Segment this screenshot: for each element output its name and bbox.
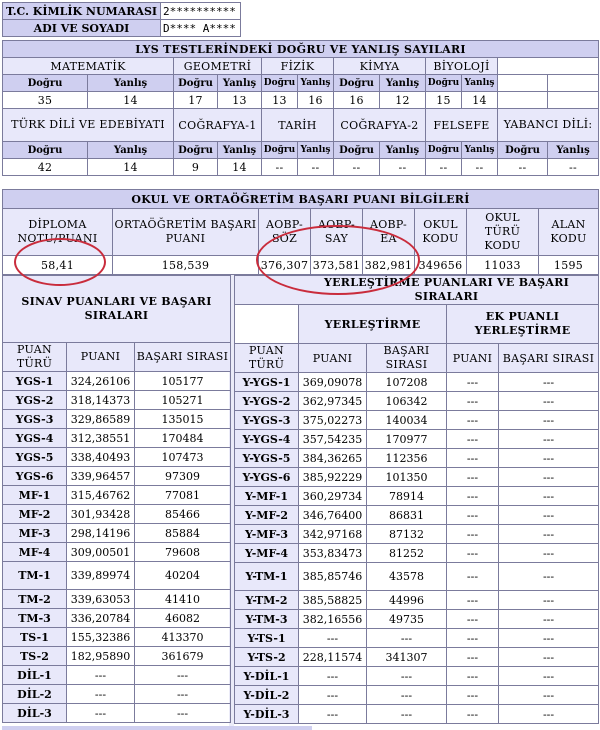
value-cell: ---: [67, 666, 135, 685]
diploma-header: DİPLOMA NOTU/PUANI: [3, 209, 113, 256]
dogru-label: Doğru: [334, 142, 380, 159]
score-cell: 15: [426, 92, 462, 109]
value-cell: 101350: [367, 468, 447, 487]
score-cell: 14: [88, 159, 174, 176]
puan-turu-cell: MF-3: [3, 524, 67, 543]
sinav-table: [2, 275, 231, 723]
value-cell: ---: [499, 487, 599, 506]
value-cell: 44996: [367, 591, 447, 610]
value-cell: ---: [447, 563, 499, 591]
value-cell: ---: [499, 544, 599, 563]
alan-kodu-value: 1595: [539, 256, 599, 275]
value-cell: 382,16556: [299, 610, 367, 629]
value-cell: ---: [299, 667, 367, 686]
col-ek-puani: PUANI: [447, 344, 499, 373]
puan-turu-cell: Y-YGS-6: [235, 468, 299, 487]
value-cell: ---: [447, 430, 499, 449]
value-cell: 329,86589: [67, 410, 135, 429]
empty-cell: [498, 75, 548, 92]
puan-turu-cell: Y-TM-3: [235, 610, 299, 629]
value-cell: ---: [299, 629, 367, 648]
score-cell: 13: [262, 92, 298, 109]
value-cell: ---: [447, 610, 499, 629]
puan-turu-cell: Y-DİL-3: [235, 705, 299, 724]
table-row: [3, 543, 231, 562]
value-cell: ---: [447, 686, 499, 705]
dogru-label: Doğru: [262, 142, 298, 159]
value-cell: 107473: [135, 448, 231, 467]
yanlis-label: Yanlış: [462, 75, 498, 92]
subject-header: GEOMETRİ: [174, 58, 262, 75]
subject-header: MATEMATİK: [3, 58, 174, 75]
score-cell: --: [262, 159, 298, 176]
value-cell: ---: [499, 591, 599, 610]
value-cell: ---: [499, 411, 599, 430]
score-cell: 14: [88, 92, 174, 109]
value-cell: 361679: [135, 647, 231, 666]
puan-turu-cell: YGS-1: [3, 372, 67, 391]
puan-turu-cell: TM-2: [3, 590, 67, 609]
sinav-title: SINAV PUANLARI VE BAŞARI SIRALARI: [3, 276, 231, 343]
okul-turu-header: OKUL TÜRÜ KODU: [467, 209, 539, 256]
value-cell: 413370: [135, 628, 231, 647]
puan-turu-cell: Y-MF-3: [235, 525, 299, 544]
name-value: D**** A****: [161, 20, 241, 37]
table-row: [3, 562, 231, 590]
value-cell: ---: [499, 629, 599, 648]
value-cell: 312,38551: [67, 429, 135, 448]
yanlis-label: Yanlış: [218, 75, 262, 92]
value-cell: 339,89974: [67, 562, 135, 590]
score-cell: --: [548, 159, 599, 176]
score-cell: 35: [3, 92, 88, 109]
obp-header: ORTAÖĞRETİM BAŞARI PUANI: [113, 209, 259, 256]
value-cell: 79608: [135, 543, 231, 562]
table-row: [235, 373, 599, 392]
dogru-label: Doğru: [3, 75, 88, 92]
aobp-soz-header: AOBP-SÖZ: [259, 209, 311, 256]
subject-header: TARİH: [262, 109, 334, 142]
puan-turu-cell: Y-YGS-5: [235, 449, 299, 468]
value-cell: ---: [499, 373, 599, 392]
puan-turu-cell: TS-1: [3, 628, 67, 647]
puan-turu-cell: Y-YGS-1: [235, 373, 299, 392]
value-cell: 357,54235: [299, 430, 367, 449]
value-cell: ---: [135, 685, 231, 704]
puan-turu-cell: MF-1: [3, 486, 67, 505]
yanlis-label: Yanlış: [298, 142, 334, 159]
value-cell: 182,95890: [67, 647, 135, 666]
value-cell: 41410: [135, 590, 231, 609]
value-cell: ---: [447, 506, 499, 525]
value-cell: 86831: [367, 506, 447, 525]
value-cell: 85884: [135, 524, 231, 543]
puan-turu-cell: Y-MF-4: [235, 544, 299, 563]
table-row: [3, 685, 231, 704]
aobp-ea-header: AOBP-EA: [363, 209, 415, 256]
dogru-label: Doğru: [262, 75, 298, 92]
aobp-highlight-oval: [256, 225, 420, 295]
value-cell: ---: [367, 667, 447, 686]
score-cell: --: [334, 159, 380, 176]
ek-puanli-subheader: EK PUANLI YERLEŞTİRME: [447, 305, 599, 344]
value-cell: ---: [135, 666, 231, 685]
score-cell: 9: [174, 159, 218, 176]
value-cell: ---: [447, 591, 499, 610]
yanlis-label: Yanlış: [298, 75, 334, 92]
value-cell: ---: [447, 705, 499, 724]
value-cell: ---: [499, 563, 599, 591]
value-cell: 339,96457: [67, 467, 135, 486]
value-cell: ---: [499, 506, 599, 525]
subject-header: FELSEFE: [426, 109, 498, 142]
score-cell: 14: [218, 159, 262, 176]
table-row: [235, 392, 599, 411]
puan-turu-cell: TM-3: [3, 609, 67, 628]
value-cell: ---: [299, 705, 367, 724]
value-cell: 43578: [367, 563, 447, 591]
table-row: [235, 430, 599, 449]
value-cell: 78914: [367, 487, 447, 506]
okul-kodu-header: OKUL KODU: [415, 209, 467, 256]
score-cell: --: [380, 159, 426, 176]
subject-header: TÜRK DİLİ VE EDEBİYATI: [3, 109, 174, 142]
puan-turu-cell: YGS-3: [3, 410, 67, 429]
value-cell: 81252: [367, 544, 447, 563]
puan-turu-cell: TS-2: [3, 647, 67, 666]
empty-cell: [548, 75, 599, 92]
value-cell: 49735: [367, 610, 447, 629]
value-cell: 375,02273: [299, 411, 367, 430]
okul-title: OKUL VE ORTAÖĞRETİM BAŞARI PUANI BİLGİLERİ: [3, 190, 599, 209]
tc-value: 2**********: [161, 3, 241, 20]
aobp-ea-value: 382,981: [363, 256, 415, 275]
obp-value: 158,539: [113, 256, 259, 275]
value-cell: ---: [447, 411, 499, 430]
puan-turu-cell: Y-MF-1: [235, 487, 299, 506]
value-cell: 77081: [135, 486, 231, 505]
value-cell: ---: [499, 648, 599, 667]
dogru-label: Doğru: [3, 142, 88, 159]
dogru-label: Doğru: [174, 142, 218, 159]
lys-title: LYS TESTLERİNDEKİ DOĞRU VE YANLIŞ SAYILARI: [3, 41, 599, 58]
table-row: [235, 563, 599, 591]
value-cell: 105271: [135, 391, 231, 410]
puan-turu-cell: DİL-1: [3, 666, 67, 685]
score-cell: 13: [218, 92, 262, 109]
puan-turu-cell: Y-TM-1: [235, 563, 299, 591]
value-cell: 40204: [135, 562, 231, 590]
col-puani: PUANI: [67, 343, 135, 372]
table-row: [235, 629, 599, 648]
value-cell: ---: [447, 629, 499, 648]
empty-cell: [498, 92, 548, 109]
value-cell: 140034: [367, 411, 447, 430]
value-cell: ---: [447, 544, 499, 563]
value-cell: 228,11574: [299, 648, 367, 667]
table-row: [235, 506, 599, 525]
score-cell: 16: [298, 92, 334, 109]
value-cell: ---: [447, 468, 499, 487]
puan-turu-cell: Y-DİL-2: [235, 686, 299, 705]
table-row: [235, 705, 599, 724]
value-cell: 318,14373: [67, 391, 135, 410]
value-cell: 346,76400: [299, 506, 367, 525]
value-cell: ---: [447, 449, 499, 468]
okul-turu-value: 11033: [467, 256, 539, 275]
puan-turu-cell: DİL-3: [3, 704, 67, 723]
table-row: [235, 667, 599, 686]
value-cell: 385,58825: [299, 591, 367, 610]
value-cell: 339,63053: [67, 590, 135, 609]
col-basari-sirasi: BAŞARI SIRASI: [367, 344, 447, 373]
subject-header: KİMYA: [334, 58, 426, 75]
table-row: [3, 391, 231, 410]
puan-turu-cell: Y-YGS-2: [235, 392, 299, 411]
empty-cell: [548, 92, 599, 109]
yanlis-label: Yanlış: [88, 75, 174, 92]
value-cell: ---: [447, 525, 499, 544]
value-cell: 342,97168: [299, 525, 367, 544]
value-cell: 135015: [135, 410, 231, 429]
subject-header: COĞRAFYA-2: [334, 109, 426, 142]
dogru-label: Doğru: [426, 75, 462, 92]
puan-turu-cell: YGS-4: [3, 429, 67, 448]
table-row: [235, 686, 599, 705]
empty-cell: [235, 305, 299, 344]
value-cell: 360,29734: [299, 487, 367, 506]
value-cell: 107208: [367, 373, 447, 392]
score-cell: --: [498, 159, 548, 176]
alan-kodu-header: ALAN KODU: [539, 209, 599, 256]
value-cell: 353,83473: [299, 544, 367, 563]
aobp-soz-value: 376,307: [259, 256, 311, 275]
value-cell: 362,97345: [299, 392, 367, 411]
table-row: [3, 505, 231, 524]
value-cell: ---: [135, 704, 231, 723]
table-row: [235, 591, 599, 610]
col-puan-turu: PUAN TÜRÜ: [3, 343, 67, 372]
puan-turu-cell: MF-2: [3, 505, 67, 524]
value-cell: ---: [447, 487, 499, 506]
table-row: [3, 448, 231, 467]
table-row: [3, 429, 231, 448]
lys-table: [2, 40, 599, 176]
dogru-label: Doğru: [174, 75, 218, 92]
value-cell: ---: [499, 686, 599, 705]
diploma-highlight-oval: [14, 238, 106, 286]
value-cell: ---: [367, 629, 447, 648]
value-cell: ---: [499, 705, 599, 724]
yanlis-label: Yanlış: [380, 75, 426, 92]
table-row: [235, 487, 599, 506]
bottom-bar: [2, 726, 312, 730]
puan-turu-cell: MF-4: [3, 543, 67, 562]
value-cell: ---: [367, 686, 447, 705]
col-basari-sirasi: BAŞARI SIRASI: [135, 343, 231, 372]
score-cell: 12: [380, 92, 426, 109]
value-cell: ---: [67, 704, 135, 723]
value-cell: 341307: [367, 648, 447, 667]
value-cell: ---: [299, 686, 367, 705]
value-cell: 112356: [367, 449, 447, 468]
dogru-label: Doğru: [426, 142, 462, 159]
value-cell: 301,93428: [67, 505, 135, 524]
table-row: [235, 544, 599, 563]
value-cell: ---: [499, 449, 599, 468]
value-cell: 336,20784: [67, 609, 135, 628]
value-cell: 385,92229: [299, 468, 367, 487]
table-row: [235, 648, 599, 667]
subject-header: BİYOLOJİ: [426, 58, 498, 75]
yerlestirme-title: YERLEŞTİRME PUANLARI VE BAŞARI SIRALARI: [235, 276, 599, 305]
table-row: [3, 628, 231, 647]
score-cell: --: [298, 159, 334, 176]
table-row: [235, 449, 599, 468]
table-row: [235, 468, 599, 487]
table-row: [3, 590, 231, 609]
value-cell: 85466: [135, 505, 231, 524]
value-cell: 97309: [135, 467, 231, 486]
value-cell: 369,09078: [299, 373, 367, 392]
puan-turu-cell: Y-DİL-1: [235, 667, 299, 686]
yanlis-label: Yanlış: [380, 142, 426, 159]
tc-label: T.C. KİMLİK NUMARASI: [3, 3, 161, 20]
aobp-say-header: AOBP-SAY: [311, 209, 363, 256]
value-cell: ---: [67, 685, 135, 704]
score-cell: 16: [334, 92, 380, 109]
value-cell: 155,32386: [67, 628, 135, 647]
value-cell: ---: [447, 373, 499, 392]
table-row: [3, 647, 231, 666]
value-cell: 170484: [135, 429, 231, 448]
identity-table: [2, 2, 241, 37]
value-cell: 385,85746: [299, 563, 367, 591]
value-cell: ---: [499, 667, 599, 686]
value-cell: ---: [499, 525, 599, 544]
yerlestirme-table: [234, 275, 599, 724]
table-row: [3, 524, 231, 543]
col-puan-turu: PUAN TÜRÜ: [235, 344, 299, 373]
table-row: [3, 666, 231, 685]
dogru-label: Doğru: [334, 75, 380, 92]
subject-header: COĞRAFYA-1: [174, 109, 262, 142]
puan-turu-cell: YGS-5: [3, 448, 67, 467]
name-label: ADI VE SOYADI: [3, 20, 161, 37]
puan-turu-cell: Y-YGS-3: [235, 411, 299, 430]
empty-cell: [498, 58, 599, 75]
value-cell: 315,46762: [67, 486, 135, 505]
puan-turu-cell: Y-TS-1: [235, 629, 299, 648]
col-puani: PUANI: [299, 344, 367, 373]
puan-turu-cell: YGS-2: [3, 391, 67, 410]
score-cell: 14: [462, 92, 498, 109]
table-row: [3, 467, 231, 486]
subject-header: FİZİK: [262, 58, 334, 75]
puan-turu-cell: TM-1: [3, 562, 67, 590]
puan-turu-cell: Y-TS-2: [235, 648, 299, 667]
puan-turu-cell: YGS-6: [3, 467, 67, 486]
dogru-label: Doğru: [498, 142, 548, 159]
value-cell: 309,00501: [67, 543, 135, 562]
diploma-value: 58,41: [3, 256, 113, 275]
table-row: [3, 372, 231, 391]
value-cell: 298,14196: [67, 524, 135, 543]
value-cell: ---: [367, 705, 447, 724]
value-cell: 46082: [135, 609, 231, 628]
value-cell: ---: [447, 667, 499, 686]
yanlis-label: Yanlış: [218, 142, 262, 159]
table-row: [3, 410, 231, 429]
score-cell: 42: [3, 159, 88, 176]
col-ek-basari-sirasi: BAŞARI SIRASI: [499, 344, 599, 373]
score-cell: 17: [174, 92, 218, 109]
table-row: [3, 486, 231, 505]
puan-turu-cell: Y-YGS-4: [235, 430, 299, 449]
value-cell: 324,26106: [67, 372, 135, 391]
score-cell: --: [462, 159, 498, 176]
value-cell: ---: [447, 392, 499, 411]
puan-turu-cell: Y-TM-2: [235, 591, 299, 610]
yerlestirme-subheader: YERLEŞTİRME: [299, 305, 447, 344]
score-cell: --: [426, 159, 462, 176]
table-row: [235, 411, 599, 430]
value-cell: 338,40493: [67, 448, 135, 467]
aobp-say-value: 373,581: [311, 256, 363, 275]
value-cell: 87132: [367, 525, 447, 544]
table-row: [235, 525, 599, 544]
yanlis-label: Yanlış: [462, 142, 498, 159]
subject-header: YABANCI DİLİ:: [498, 109, 599, 142]
puan-turu-cell: Y-MF-2: [235, 506, 299, 525]
yanlis-label: Yanlış: [88, 142, 174, 159]
value-cell: 170977: [367, 430, 447, 449]
value-cell: ---: [499, 610, 599, 629]
value-cell: ---: [499, 392, 599, 411]
table-row: [3, 609, 231, 628]
table-row: [235, 610, 599, 629]
value-cell: 384,36265: [299, 449, 367, 468]
table-row: [3, 704, 231, 723]
puan-turu-cell: DİL-2: [3, 685, 67, 704]
value-cell: ---: [447, 648, 499, 667]
yanlis-label: Yanlış: [548, 142, 599, 159]
value-cell: ---: [499, 430, 599, 449]
value-cell: 105177: [135, 372, 231, 391]
value-cell: ---: [499, 468, 599, 487]
okul-kodu-value: 349656: [415, 256, 467, 275]
value-cell: 106342: [367, 392, 447, 411]
